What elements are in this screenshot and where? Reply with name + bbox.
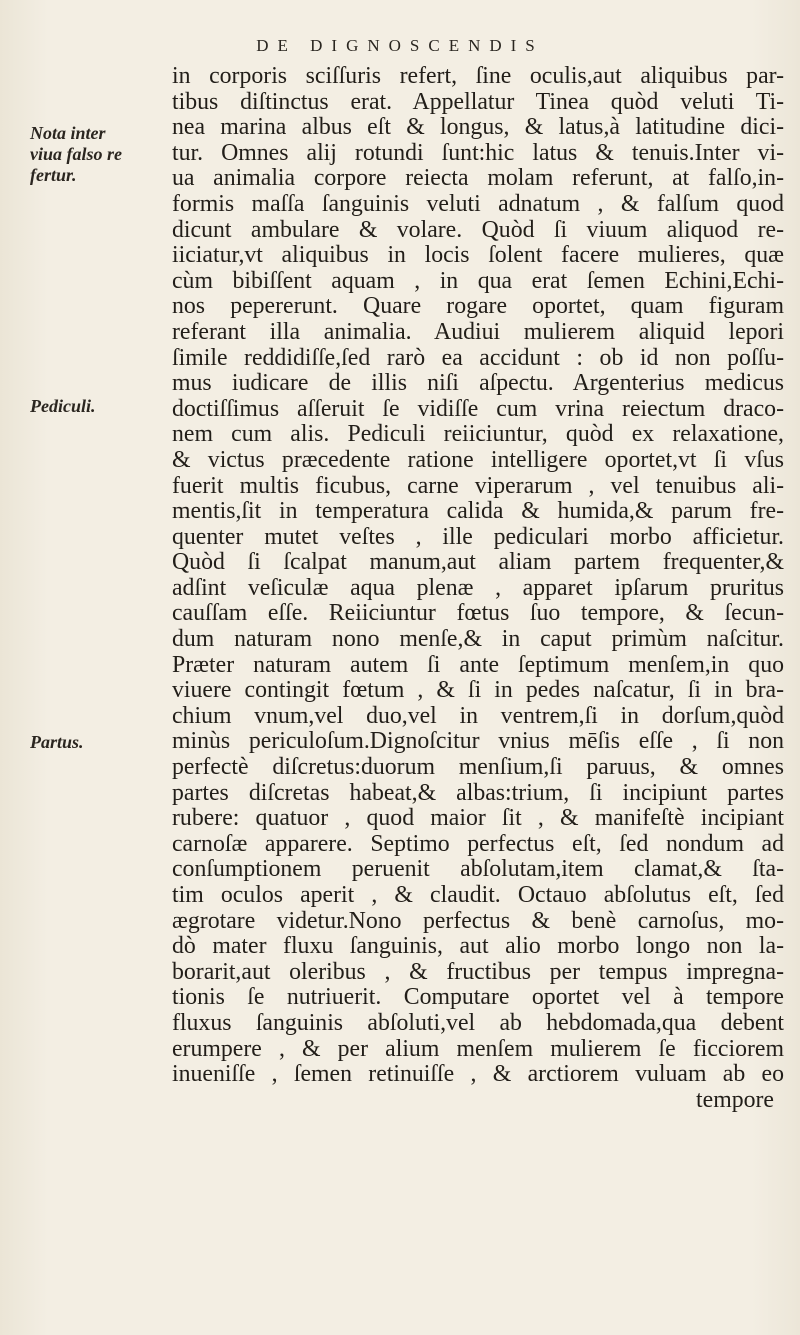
margin-note-line: Nota inter <box>30 123 106 143</box>
text-line: nos pepererunt. Quare rogare oportet, quam figuram <box>172 294 784 320</box>
text-line: dò mater fluxu ſanguinis, aut alio morbo longo non la- <box>172 934 784 960</box>
text-line: inueniſſe , ſemen retinuiſſe , & arctiorem vuluam ab eo <box>172 1062 784 1088</box>
text-line: perfectè diſcretus:duorum menſium,ſi paruus, & omnes <box>172 755 784 781</box>
text-line: tibus diſtinctus erat. Appellatur Tinea quòd veluti Ti- <box>172 89 784 115</box>
catchword: tempore <box>696 1087 774 1113</box>
margin-note-line: viua falso re <box>30 144 122 164</box>
text-line: rubere: quatuor , quod maior ſit , & manifeſtè incipiant <box>172 806 784 832</box>
text-line: nem cum alis. Pediculi reiiciuntur, quòd ex relaxatione, <box>172 422 784 448</box>
text-line: adſint veſiculæ aqua plenæ , apparet ipſarum pruritus <box>172 575 784 601</box>
text-line: erumpere , & per alium menſem mulierem ſe ficciorem <box>172 1036 784 1062</box>
text-line: fuerit multis ficubus, carne viperarum , vel tenuibus ali- <box>172 473 784 499</box>
margin-note-line: fertur. <box>30 165 77 185</box>
text-line: minùs periculoſum.Dignoſcitur vnius mēſis eſſe , ſi non <box>172 729 784 755</box>
text-line: dum naturam nono menſe,& in caput primùm naſcitur. <box>172 627 784 653</box>
margin-note-line: Pediculi. <box>30 396 96 416</box>
text-line: mus iudicare de illis niſi aſpectu. Argenterius medicus <box>172 371 784 397</box>
text-line: partes diſcretas habeat,& albas:trium, ſi incipiunt partes <box>172 780 784 806</box>
margin-note-line: Partus. <box>30 732 84 752</box>
text-line: dicunt ambulare & volare. Quòd ſi viuum aliquod re- <box>172 217 784 243</box>
text-line: iiciatur,vt aliquibus in locis ſolent facere mulieres, quæ <box>172 243 784 269</box>
text-line: doctiſſimus aſſeruit ſe vidiſſe cum vrina reiectum draco- <box>172 396 784 422</box>
text-line: Præter naturam autem ſi ante ſeptimum menſem,in quo <box>172 652 784 678</box>
text-line: referant illa animalia. Audiui mulierem aliquid lepori <box>172 319 784 345</box>
text-line: conſumptionem peruenit abſolutam,item clamat,& ſta- <box>172 857 784 883</box>
text-line: nea marina albus eſt & longus, & latus,à latitudine dici- <box>172 115 784 141</box>
margin-note-pediculi <box>30 396 96 417</box>
body-text <box>172 64 784 1113</box>
text-line: quenter mutet veſtes , ille pediculari morbo afficietur. <box>172 524 784 550</box>
margin-note-partus <box>30 732 84 753</box>
text-line: ægrotare videtur.Nono perfectus & benè carnoſus, mo- <box>172 908 784 934</box>
text-line: ſimile reddidiſſe,ſed rarò ea accidunt : ob id non poſſu- <box>172 345 784 371</box>
text-line: cauſſam eſſe. Reiiciuntur fœtus ſuo tempore, & ſecun- <box>172 601 784 627</box>
text-line: ua animalia corpore reiecta molam referunt, at falſo,in- <box>172 166 784 192</box>
text-line: mentis,ſit in temperatura calida & humida,& parum fre- <box>172 499 784 525</box>
text-line: viuere contingit fœtum , & ſi in pedes naſcatur, ſi in bra- <box>172 678 784 704</box>
text-line: borarit,aut oleribus , & fructibus per tempus impregna- <box>172 959 784 985</box>
text-line: tim oculos aperit , & claudit. Octauo abſolutus eſt, ſed <box>172 883 784 908</box>
text-line: carnoſæ apparere. Septimo perfectus eſt, ſed nondum ad <box>172 831 784 857</box>
text-line: tionis ſe nutriuerit. Computare oportet vel à tempore <box>172 985 784 1011</box>
text-line: in corporis sciſſuris refert, ſine oculis,aut aliquibus par- <box>172 64 784 89</box>
text-line: Quòd ſi ſcalpat manum,aut aliam partem frequenter,& <box>172 550 784 576</box>
text-line: & victus præcedente ratione intelligere oportet,vt ſi vſus <box>172 447 784 473</box>
text-line: tur. Omnes alij rotundi ſunt:hic latus & tenuis.Inter vi- <box>172 140 784 166</box>
text-line: chium vnum,vel duo,vel in ventrem,ſi in dorſum,quòd <box>172 703 784 729</box>
margin-note-nota <box>30 123 122 186</box>
text-line: fluxus ſanguinis abſoluti,vel ab hebdomada,qua debent <box>172 1010 784 1036</box>
running-head: DE DIGNOSCENDIS <box>256 36 544 55</box>
text-line: cùm bibiſſent aquam , in qua erat ſemen Echini,Echi- <box>172 268 784 294</box>
text-line: formis maſſa ſanguinis veluti adnatum , & falſum quod <box>172 191 784 217</box>
